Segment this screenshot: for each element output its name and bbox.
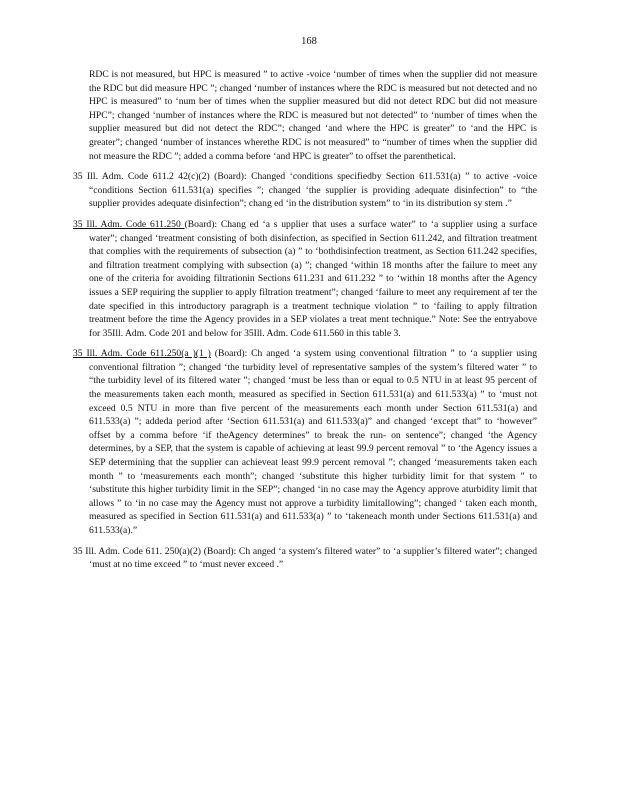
paragraph-text: RDC is not measured, but HPC is measured ” to active -voice ‘number of times when the supplier did not measure the RDC but did measure HPC ”; changed ‘number of instances where the RDC is measured but not detected and no HPC is measured” to ‘num ber of times when the supplier measured but did not detect RDC but did not measure HPC”; changed ‘number of instances where the RDC is measured but not detected” to ‘number of times when the supplier measured but did not detect the RDC”; changed ‘and where the HPC is greater” to ‘and the HPC is greater”; changed ‘number of instances wherethe RDC is not measured” to “number of times when the supplier did not measure the RDC ”; added a comma before ‘and HPC is greater” to offset the parenthetical. <box>89 69 537 162</box>
page-number: 168 <box>301 36 317 47</box>
paragraph-continued <box>73 68 537 163</box>
paragraph-text: (Board): Ch anged ‘a system’s filtered water” to ‘a supplier’s filtered water”; changed ‘must at no time exceed ” to ‘must never exceed .” <box>89 545 538 571</box>
document-body <box>73 68 537 579</box>
paragraph-611-242-c-2 <box>73 170 537 211</box>
paragraph-611-250-a-2 <box>73 545 537 572</box>
section-citation: 35 Ill. Adm. Code 611.250(a )(1 ) <box>73 348 211 360</box>
paragraph-611-250-a-1 <box>73 347 537 537</box>
paragraph-text: (Board): Ch anged ‘a system using conventional filtration ” to ‘a supplier using conventional filtration ”; changed ‘the turbidity level of representative samples of the system’s filtered water ” to “the turbidity level of its filtered water ”; changed ‘must be less than or equal to 0.5 NTU in at least 95 percent of the measurements taken each month, measured as specified in Section 611.531(a) and 611.533(a) ” to ‘must not exceed 0.5 NTU in more than five percent of the measurements each month under Section 611.531(a) and 611.533(a) ”; addeda period after ‘Section 611.531(a) and 611.533(a)” and changed ‘except that” to ‘however” offset by a comma before ‘if theAgency determines” to break the run- on sentence”; changed ‘the Agency determines, by a SEP, that the system is capable of achieving at least 99.9 percent removal ” to ‘the Agency issues a SEP determining that the supplier can achieveat least 99.9 percent removal ”; changed ‘measurements taken each month ” to ‘measurements each month”; changed ‘substitute this higher turbidity limit for that system ” to ‘substitute this higher turbidity limit in the SEP”; changed ‘in no case may the Agency approve aturbidity limit that allows ” to ‘in no case may the Agency must not approve a turbidity limitallowing”; changed ‘ taken each month, measured as specified in Section 611.531(a) and 611.533(a) ” to ‘takeneach month under Sections 611.531(a) and 611.533(a).” <box>89 348 537 536</box>
paragraph-611-250 <box>73 218 537 340</box>
paragraph-text: (Board): Changed ‘conditions specifiedby Section 611.531(a) ” to active -voice “conditions Section 611.531(a) specifies ”; changed ‘the supplier is providing adequate disinfection” to “the supplier provides adequate disinfection”; chang ed ‘in the distribution system” to ‘in its distribution sy stem .” <box>89 171 537 210</box>
section-citation: 35 Ill. Adm. Code 611.250 <box>73 218 185 230</box>
section-citation: 35 Ill. Adm. Code 611.2 42(c)(2) <box>73 171 210 183</box>
paragraph-text: (Board): Chang ed ‘a s upplier that uses a surface water” to ‘a supplier using a surface water”; changed ‘treatment consisting of both disinfection, as specified in Section 611.242, and filtration treatment that complies with the requirements of subsection (a) ” to ‘bothdisinfection treatment, as Section 611.242 specifies, and filtration treatment complying with subsection (a) ”; changed ‘within 18 months after the failure to meet any one of the criteria for avoiding filtrationin Sections 611.231 and 611.232 ” to ‘within 18 months after the Agency issues a SEP requiring the supplier to apply filtration treatment”; changed ‘failure to meet any requirement af ter the date specified in this introductory paragraph is a treatment technique violation ” to ‘failing to apply filtration treatment before the time the Agency provides in a SEP violates a treat ment technique.” Note: See the entryabove for 35Ill. Adm. Code 201 and below for 35Ill. Adm. Code 611.560 in this table 3. <box>89 218 537 339</box>
section-citation: 35 Ill. Adm. Code 611. 250(a)(2) <box>73 545 202 557</box>
